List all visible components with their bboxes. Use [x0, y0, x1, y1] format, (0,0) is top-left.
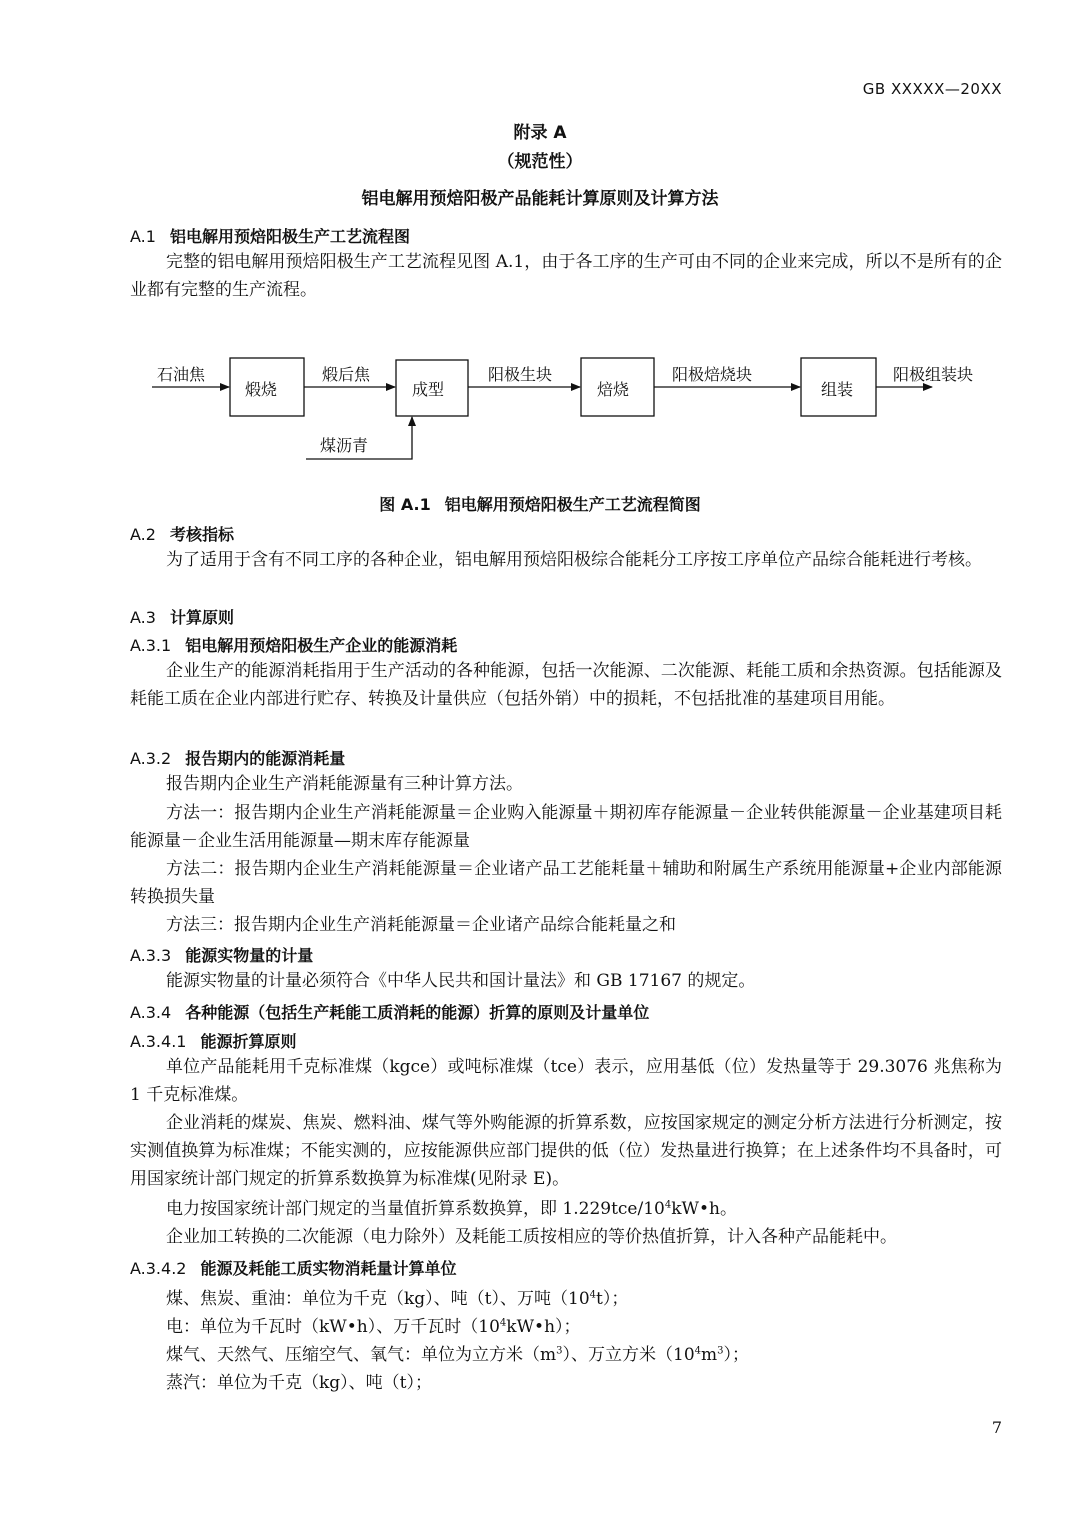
- heading-a342: [130, 1256, 456, 1279]
- text-part: ）；: [723, 1345, 750, 1365]
- heading-number: A.2: [130, 525, 156, 544]
- superscript: 3: [556, 1345, 563, 1357]
- paragraph-a1: 完整的铝电解用预焙阳极生产工艺流程见图 A.1，由于各工序的生产可由不同的企业来完成，所以不是所有的企业都有完整的生产流程。: [130, 252, 1002, 300]
- label-coal-pitch: 煤沥青: [320, 436, 369, 455]
- heading-number: A.3.4.2: [130, 1259, 187, 1278]
- heading-number: A.3.4: [130, 1003, 172, 1022]
- heading-number: A.3.4.1: [130, 1032, 187, 1051]
- heading-number: A.1: [130, 227, 156, 246]
- unit-line-electricity: [166, 1312, 581, 1337]
- heading-text: 考核指标: [169, 525, 234, 544]
- heading-text: 能源折算原则: [200, 1032, 297, 1051]
- heading-a31: [130, 633, 457, 656]
- appendix-title: 附录 A: [513, 123, 567, 143]
- unit-line-coal: [166, 1284, 628, 1309]
- box-label-calcining: 煅烧: [245, 380, 278, 399]
- figure-caption: [0, 492, 1080, 515]
- text-part: m: [701, 1345, 718, 1365]
- paragraph-method-3: 方法三：报告期内企业生产消耗能源量＝企业诸产品综合能耗量之和: [166, 915, 676, 935]
- text-part: kW•h）；: [506, 1317, 581, 1337]
- heading-a32: [130, 746, 345, 769]
- text-part: 煤、焦炭、重油：单位为千克（kg）、吨（t）、万吨（10: [166, 1289, 590, 1309]
- superscript: 4: [499, 1317, 507, 1329]
- superscript: 4: [664, 1199, 672, 1211]
- paragraph-a341-3: [130, 1195, 1002, 1223]
- text-part: 电力按国家统计部门规定的当量值折算系数换算，即 1.229tce/10: [166, 1199, 665, 1219]
- appendix-subject: 铝电解用预焙阳极产品能耗计算原则及计算方法: [361, 189, 719, 209]
- text-part: t）；: [596, 1289, 629, 1309]
- label-calcined-coke: 煅后焦: [322, 365, 371, 384]
- figure-title: 铝电解用预焙阳极生产工艺流程简图: [444, 495, 701, 514]
- heading-number: A.3: [130, 608, 156, 627]
- heading-a33: [130, 943, 313, 966]
- label-assembled-anode: 阳极组装块: [893, 365, 974, 384]
- heading-number: A.3.2: [130, 749, 172, 768]
- unit-line-gas: [166, 1340, 749, 1365]
- paragraph-a33: 能源实物量的计量必须符合《中华人民共和国计量法》和 GB 17167 的规定。: [166, 971, 756, 991]
- heading-text: 各种能源（包括生产耗能工质消耗的能源）折算的原则及计量单位: [185, 1003, 650, 1022]
- box-label-forming: 成型: [412, 380, 445, 399]
- text-part: 电：单位为千瓦时（kW•h）、万千瓦时（10: [166, 1317, 500, 1337]
- paragraph-a31: 企业生产的能源消耗指用于生产活动的各种能源，包括一次能源、二次能源、耗能工质和余热资源。包括能源及耗能工质在企业内部进行贮存、转换及计量供应（包括外销）中的损耗，不包括批准的基建项目用能。: [130, 661, 1002, 709]
- box-label-assembly: 组装: [821, 380, 854, 399]
- paragraph-method-1: 方法一：报告期内企业生产消耗能源量＝企业购入能源量＋期初库存能源量－企业转供能源量－企业基建项目耗能源量－企业生活用能源量—期末库存能源量: [130, 803, 1002, 851]
- superscript: 3: [717, 1345, 724, 1357]
- heading-a34: [130, 1000, 649, 1023]
- heading-text: 报告期内的能源消耗量: [185, 749, 346, 768]
- process-flowchart: [0, 0, 1080, 520]
- label-petroleum-coke: 石油焦: [157, 365, 206, 384]
- text-part: ）、万立方米（10: [562, 1345, 695, 1365]
- label-green-anode: 阳极生块: [488, 365, 553, 384]
- heading-a2: [130, 522, 234, 545]
- heading-a341: [130, 1029, 296, 1052]
- paragraph-method-2: 方法二：报告期内企业生产消耗能源量＝企业诸产品工艺能耗量＋辅助和附属生产系统用能源量+企业内部能源转换损失量: [130, 859, 1002, 907]
- heading-number: A.3.3: [130, 946, 172, 965]
- paragraph-a341-2: 企业消耗的煤炭、焦炭、燃料油、煤气等外购能源的折算系数，应按国家规定的测定分析方法进行分析测定，按实测值换算为标准煤；不能实测的，应按能源供应部门提供的低（位）发热量进行换算；在上述条件均不具备时，可用国家统计部门规定的折算系数换算为标准煤(见附录 E)。: [130, 1113, 1002, 1189]
- paragraph-a341-1: 单位产品能耗用千克标准煤（kgce）或吨标准煤（tce）表示，应用基低（位）发热量等于 29.3076 兆焦称为 1 千克标准煤。: [130, 1057, 1002, 1105]
- superscript: 4: [589, 1289, 597, 1301]
- figure-number: 图 A.1: [379, 495, 431, 514]
- page-number: 7: [991, 1418, 1002, 1437]
- label-baked-anode: 阳极焙烧块: [672, 365, 753, 384]
- heading-a3: [130, 605, 234, 628]
- unit-line-steam: 蒸汽：单位为千克（kg）、吨（t）；: [166, 1373, 433, 1393]
- heading-text: 能源实物量的计量: [185, 946, 314, 965]
- heading-text: 铝电解用预焙阳极生产企业的能源消耗: [185, 636, 458, 655]
- standard-code: GB XXXXX—20XX: [862, 80, 1002, 98]
- heading-number: A.3.1: [130, 636, 172, 655]
- box-label-baking: 焙烧: [597, 380, 630, 399]
- text-part: kW•h。: [671, 1199, 737, 1219]
- appendix-nature: （规范性）: [497, 152, 583, 172]
- paragraph-a32-intro: 报告期内企业生产消耗能源量有三种计算方法。: [166, 774, 523, 794]
- heading-text: 能源及耗能工质实物消耗量计算单位: [200, 1259, 457, 1278]
- text-part: 煤气、天然气、压缩空气、氧气：单位为立方米（m: [166, 1345, 557, 1365]
- heading-text: 计算原则: [169, 608, 234, 627]
- heading-text: 铝电解用预焙阳极生产工艺流程图: [169, 227, 410, 246]
- superscript: 4: [694, 1345, 702, 1357]
- paragraph-a2: 为了适用于含有不同工序的各种企业，铝电解用预焙阳极综合能耗分工序按工序单位产品综合能耗进行考核。: [166, 550, 982, 570]
- paragraph-a341-4: 企业加工转换的二次能源（电力除外）及耗能工质按相应的等价热值折算，计入各种产品能耗中。: [166, 1227, 897, 1247]
